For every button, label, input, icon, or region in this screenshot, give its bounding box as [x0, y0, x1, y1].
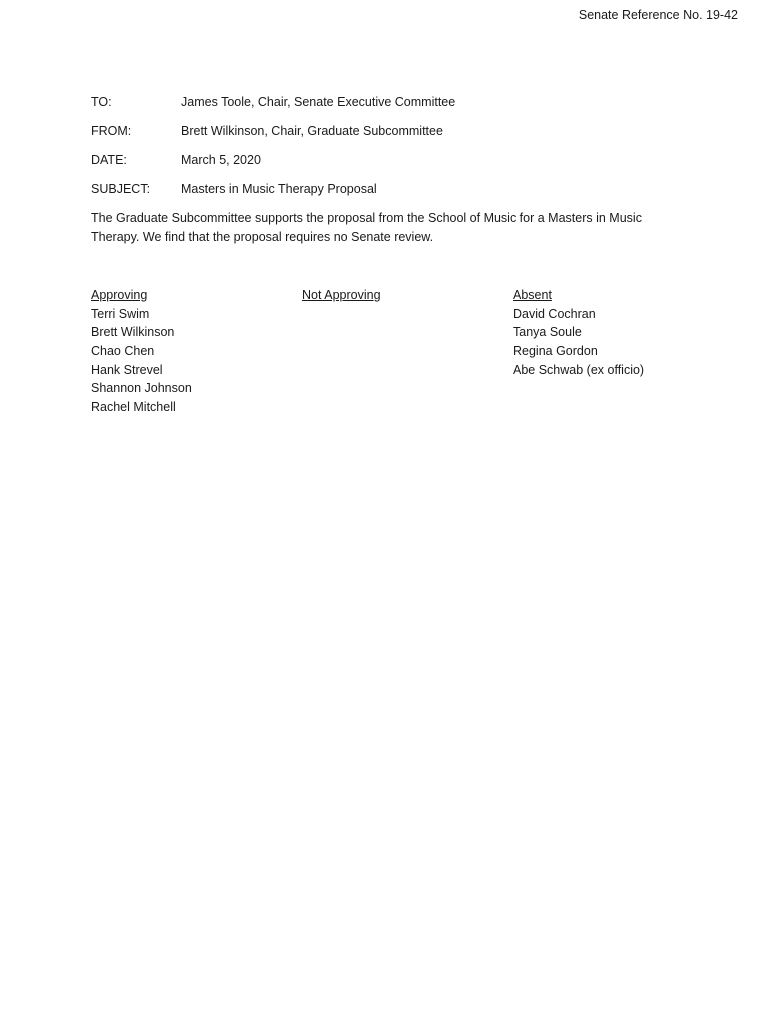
to-value: James Toole, Chair, Senate Executive Committee — [181, 95, 456, 109]
memo-date-row — [91, 151, 261, 169]
memo-to-row — [91, 93, 455, 111]
date-value: March 5, 2020 — [181, 153, 261, 167]
absent-column — [513, 286, 713, 379]
approving-member: Terri Swim — [91, 306, 150, 321]
subject-label: SUBJECT: — [91, 182, 151, 196]
absent-member: Regina Gordon — [513, 344, 598, 359]
approving-column — [91, 286, 291, 417]
absent-header: Absent — [513, 288, 552, 302]
memo-subject-row — [91, 180, 377, 198]
absent-member: Tanya Soule — [513, 325, 582, 340]
approving-header: Approving — [91, 288, 148, 302]
approving-member: Shannon Johnson — [91, 381, 192, 396]
from-label: FROM: — [91, 124, 132, 138]
absent-member: David Cochran — [513, 306, 596, 321]
not-approving-header: Not Approving — [302, 288, 381, 302]
senate-reference-number: Senate Reference No. 19-42 — [578, 8, 738, 22]
from-value: Brett Wilkinson, Chair, Graduate Subcommittee — [181, 124, 443, 138]
absent-member: Abe Schwab (ex officio) — [513, 362, 645, 377]
subject-value: Masters in Music Therapy Proposal — [181, 182, 377, 196]
not-approving-column — [302, 286, 502, 305]
memo-from-row — [91, 122, 443, 140]
memo-body-paragraph: The Graduate Subcommittee supports the proposal from the School of Music for a Masters in Music Therapy. We find that the proposal requires no Senate review. — [91, 211, 642, 244]
approving-member: Rachel Mitchell — [91, 400, 176, 415]
to-label: TO: — [91, 95, 112, 109]
approving-member: Brett Wilkinson — [91, 325, 175, 340]
approving-member: Hank Strevel — [91, 362, 163, 377]
date-label: DATE: — [91, 153, 127, 167]
approving-member: Chao Chen — [91, 344, 155, 359]
